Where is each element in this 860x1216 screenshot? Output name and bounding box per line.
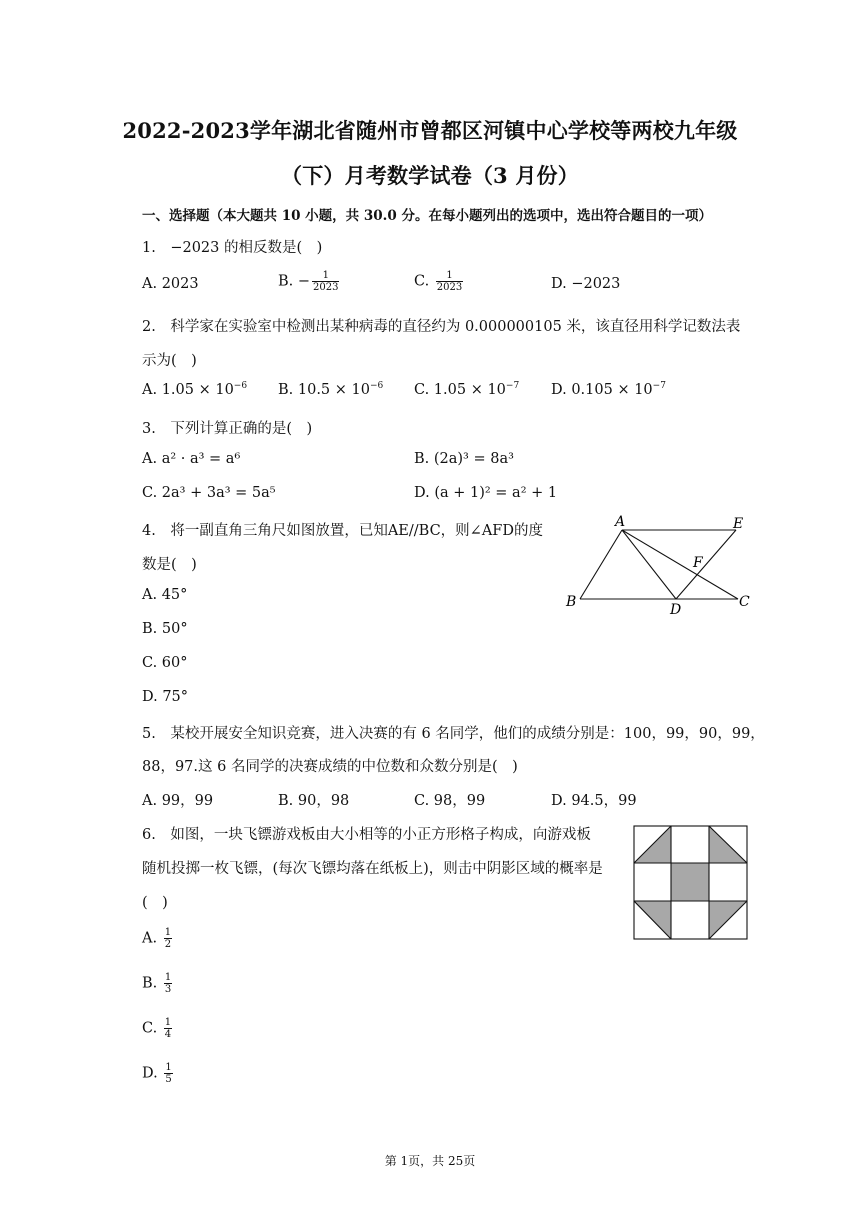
- q6-stem-line-1: 6. 如图，一块飞镖游戏板由大小相等的小正方形格子构成，向游戏板: [142, 827, 591, 843]
- q3-stem: 3. 下列计算正确的是( ): [142, 421, 313, 437]
- shaded-center-square: [671, 863, 709, 901]
- q6-a-fraction: [164, 927, 172, 950]
- q6-b-denominator: 3: [164, 984, 172, 995]
- q1-option-a: A. 2023: [142, 276, 199, 292]
- exam-title-line-1: 2022-2023学年湖北省随州市曾都区河镇中心学校等两校九年级: [122, 118, 738, 143]
- q6-d-numerator: 1: [165, 1062, 172, 1073]
- q2-b-exponent: −6: [369, 381, 384, 392]
- q6-a-numerator: 1: [164, 927, 172, 938]
- q1-b-denominator: 2023: [313, 282, 339, 293]
- q6-d-fraction: [164, 1062, 172, 1085]
- q3-option-c: C. 2a³ + 3a³ = 5a⁵: [142, 485, 276, 501]
- q2-d-exponent: −7: [652, 381, 666, 392]
- q3-option-d: D. (a + 1)² = a² + 1: [414, 485, 558, 501]
- label-a: A: [615, 514, 626, 530]
- q4-option-d: D. 75°: [142, 689, 189, 705]
- segment-de: [676, 530, 736, 599]
- label-f: F: [693, 555, 703, 571]
- q4-option-c: C. 60°: [142, 655, 188, 671]
- label-c: C: [739, 594, 750, 610]
- segment-ac: [622, 530, 738, 599]
- q5-stem-line-1: 5. 某校开展安全知识竞赛，进入决赛的有 6 名同学，他们的成绩分别是：100，99，90，99，: [142, 726, 765, 742]
- q1-option-d: D. −2023: [551, 276, 621, 292]
- q1-option-c: [414, 270, 465, 293]
- segment-ad: [622, 530, 676, 599]
- q2-c-base: C. 1.05 × 10: [414, 382, 506, 398]
- q5-option-d: D. 94.5，99: [551, 793, 637, 809]
- q6-c-numerator: 1: [164, 1017, 172, 1028]
- q2-stem-line-1: 2. 科学家在实验室中检测出某种病毒的直径约为 0.000000105 米，该直径用科学记数法表: [142, 319, 741, 335]
- q6-dartboard-figure: [633, 825, 749, 941]
- q6-option-a: [142, 927, 174, 950]
- exam-title-line-2: （下）月考数学试卷（3 月份）: [281, 163, 579, 188]
- section-heading: 一、选择题（本大题共 10 小题，共 30.0 分。在每小题列出的选项中，选出符合题目的一项）: [142, 208, 712, 224]
- q6-c-fraction: [164, 1017, 172, 1040]
- q4-triangle-figure: [560, 512, 760, 618]
- q6-option-b: [142, 972, 174, 995]
- q6-d-letter: D.: [142, 1065, 158, 1082]
- q6-c-letter: C.: [142, 1020, 158, 1037]
- q2-option-c: [414, 382, 519, 398]
- q5-option-a: A. 99，99: [142, 793, 214, 809]
- q2-d-base: D. 0.105 × 10: [551, 382, 653, 398]
- q1-c-numerator: 1: [436, 270, 463, 282]
- q2-c-exponent: −7: [505, 381, 520, 392]
- q1-c-denominator: 2023: [436, 282, 463, 293]
- q4-stem-line-2: 数是( ): [142, 557, 197, 573]
- q2-option-d: [551, 382, 666, 398]
- q1-option-b-prefix: B. −: [278, 273, 311, 290]
- q2-b-base: B. 10.5 × 10: [278, 382, 370, 398]
- q1-stem: 1. −2023 的相反数是( ): [142, 240, 323, 256]
- q6-d-denominator: 5: [165, 1074, 172, 1085]
- q6-b-numerator: 1: [164, 972, 172, 983]
- q2-stem-line-2: 示为( ): [142, 353, 197, 369]
- q6-c-denominator: 4: [164, 1029, 172, 1040]
- q2-a-base: A. 1.05 × 10: [142, 382, 234, 398]
- q6-a-letter: A.: [142, 930, 158, 947]
- q6-stem-line-2: 随机投掷一枚飞镖，(每次飞镖均落在纸板上)，则击中阴影区域的概率是: [142, 861, 603, 877]
- q4-option-a: A. 45°: [142, 587, 188, 603]
- q1-option-c-prefix: C.: [414, 273, 434, 290]
- q6-b-fraction: [164, 972, 172, 995]
- q1-option-c-fraction: [436, 270, 463, 293]
- q6-option-d: [142, 1062, 175, 1085]
- q1-option-b: [278, 270, 341, 293]
- q1-b-numerator: 1: [312, 270, 339, 282]
- q4-option-b: B. 50°: [142, 621, 188, 637]
- page-footer: 第 1页，共 25页: [384, 1154, 476, 1168]
- q5-stem-line-2: 88，97.这 6 名同学的决赛成绩的中位数和众数分别是( ): [142, 759, 518, 775]
- q4-stem-line-1: 4. 将一副直角三角尺如图放置，已知AE//BC，则∠AFD的度: [142, 523, 543, 539]
- q3-option-b: B. (2a)³ = 8a³: [414, 451, 514, 467]
- q5-option-c: C. 98，99: [414, 793, 486, 809]
- q6-stem-line-3: ( ): [142, 895, 168, 911]
- q6-a-denominator: 2: [164, 939, 172, 950]
- q2-option-b: [278, 382, 383, 398]
- q6-option-c: [142, 1017, 174, 1040]
- q6-b-letter: B.: [142, 975, 158, 992]
- segment-ab: [580, 530, 622, 599]
- label-e: E: [733, 516, 744, 532]
- q1-option-b-fraction: [312, 270, 339, 293]
- q2-a-exponent: −6: [233, 381, 248, 392]
- q5-option-b: B. 90，98: [278, 793, 350, 809]
- q2-option-a: [142, 382, 247, 398]
- label-d: D: [670, 602, 682, 618]
- label-b: B: [566, 594, 577, 610]
- q3-option-a: A. a² · a³ = a⁶: [142, 451, 241, 467]
